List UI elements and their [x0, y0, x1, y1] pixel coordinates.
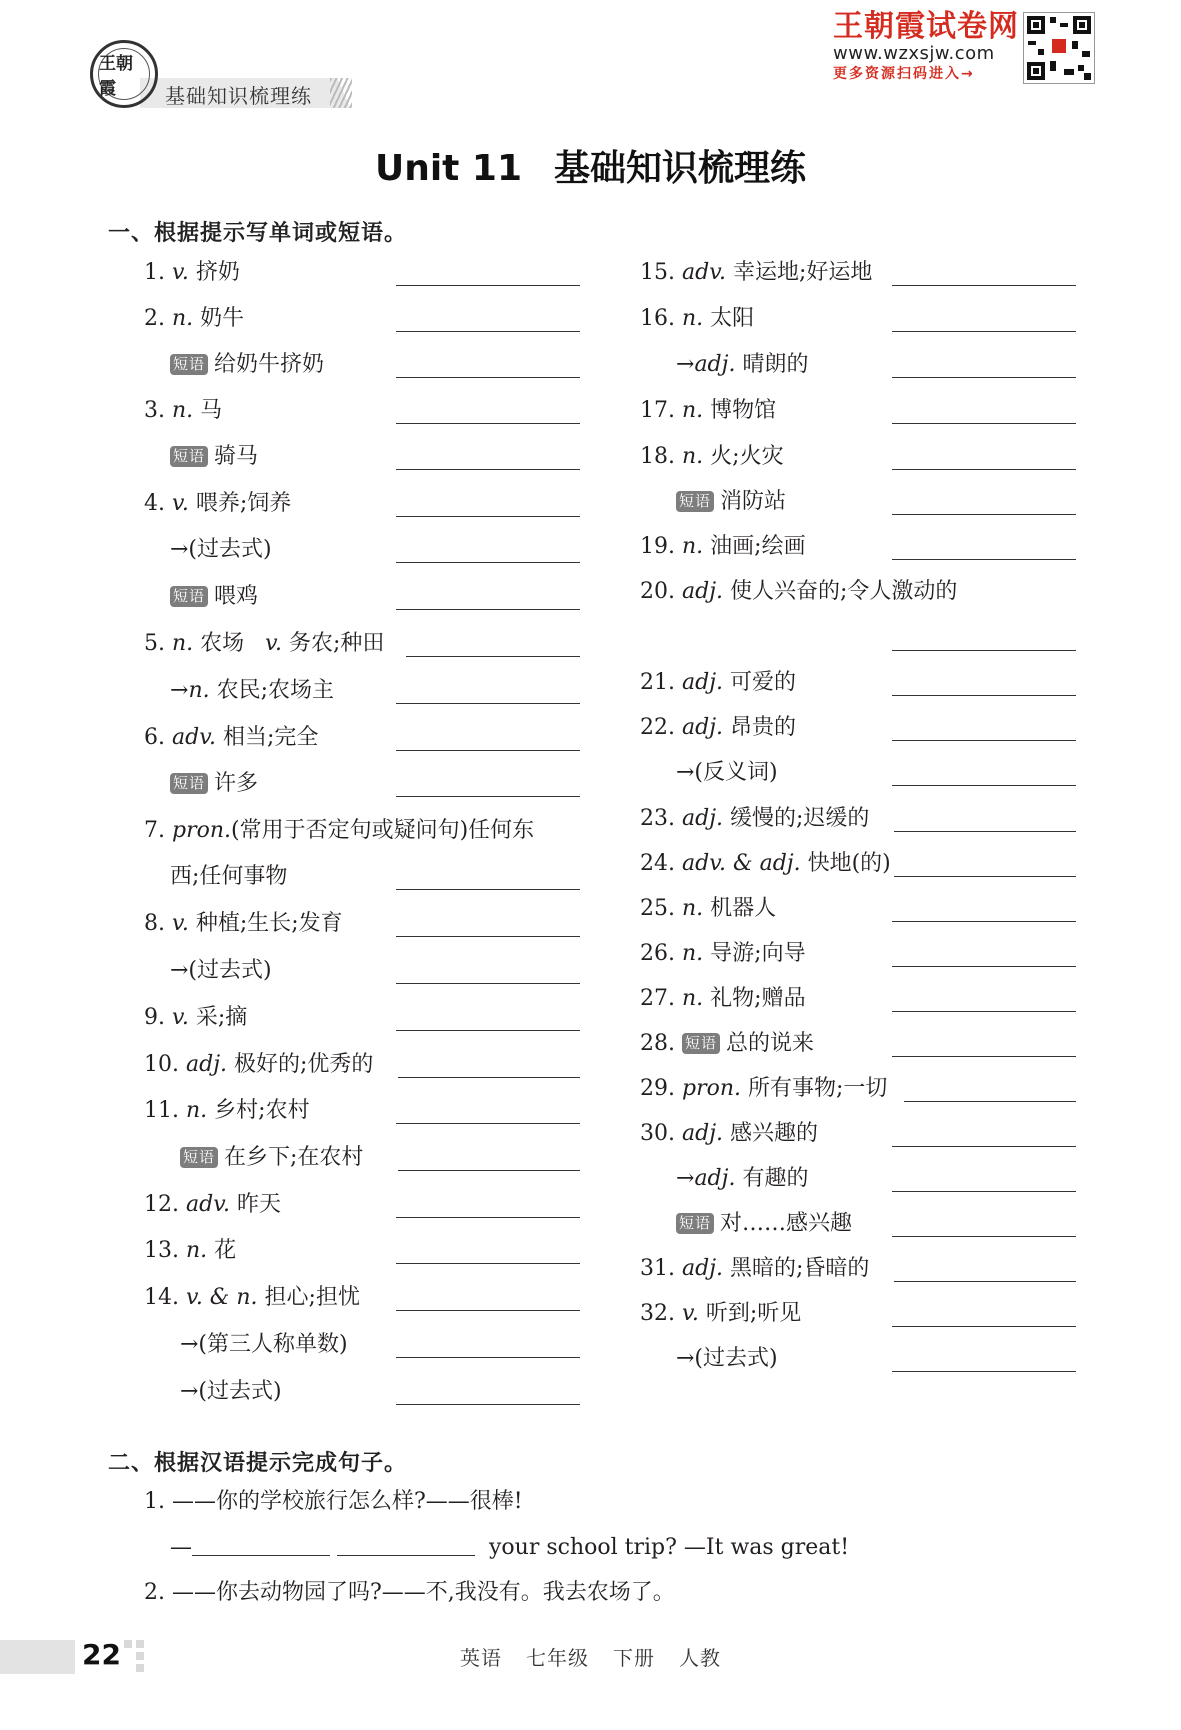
answer-line[interactable] — [894, 876, 1076, 877]
answer-line[interactable] — [396, 331, 580, 332]
item-30-derived: →adj. 有趣的 — [676, 1162, 1076, 1196]
item-16: 16. n. 太阳 — [640, 302, 1076, 336]
answer-line[interactable] — [396, 750, 580, 751]
footer-publisher: 人教 — [679, 1646, 721, 1670]
answer-line[interactable] — [892, 559, 1076, 560]
item-9: 9. v. 采;摘 — [144, 1001, 580, 1035]
answer-line[interactable] — [396, 983, 580, 984]
page-title — [0, 140, 1181, 191]
answer-line[interactable] — [396, 703, 580, 704]
logo-text: 王朝霞 — [98, 48, 150, 100]
item-22: 22. adj. 昂贵的 — [640, 711, 1076, 745]
title-name: 基础知识梳理练 — [554, 148, 807, 189]
answer-line[interactable] — [892, 514, 1076, 515]
answer-line[interactable] — [892, 1371, 1076, 1372]
brand-block — [833, 10, 1019, 84]
answer-line[interactable] — [396, 516, 580, 517]
answer-line[interactable] — [892, 469, 1076, 470]
answer-line[interactable] — [892, 1011, 1076, 1012]
answer-line[interactable] — [396, 889, 580, 890]
item-20: 20. adj. 使人兴奋的;令人激动的 — [640, 579, 958, 604]
answer-line[interactable] — [892, 285, 1076, 286]
item-16-derived: →adj. 晴朗的 — [676, 348, 1076, 382]
item-4-phrase: 短语 喂鸡 — [170, 580, 580, 614]
qr-code-icon[interactable] — [1023, 12, 1095, 84]
item-11: 11. n. 乡村;农村 — [144, 1094, 580, 1128]
item-24: 24. adv. & adj. 快地(的) — [640, 847, 1076, 881]
phrase-tag: 短语 — [170, 773, 208, 794]
answer-line[interactable] — [396, 469, 580, 470]
question-1: 1. ——你的学校旅行怎么样?——很棒! — [144, 1489, 523, 1514]
item-6-phrase: 短语 许多 — [170, 767, 580, 801]
item-19: 19. n. 油画;绘画 — [640, 530, 1076, 564]
answer-line[interactable] — [396, 609, 580, 610]
answer-line[interactable] — [904, 1101, 1076, 1102]
item-2: 2. n. 奶牛 — [144, 302, 580, 336]
phrase-tag: 短语 — [170, 586, 208, 607]
item-10: 10. adj. 极好的;优秀的 — [144, 1048, 580, 1082]
answer-line[interactable] — [892, 1146, 1076, 1147]
answer-line[interactable] — [396, 423, 580, 424]
answer-line[interactable] — [892, 1236, 1076, 1237]
answer-line[interactable] — [892, 966, 1076, 967]
item-29: 29. pron. 所有事物;一切 — [640, 1072, 1076, 1106]
answer-line[interactable] — [396, 1404, 580, 1405]
item-17: 17. n. 博物馆 — [640, 394, 1076, 428]
item-8-past: →(过去式) — [170, 954, 580, 988]
item-27: 27. n. 礼物;赠品 — [640, 982, 1076, 1016]
answer-line[interactable] — [892, 377, 1076, 378]
answer-line[interactable] — [396, 1263, 580, 1264]
brand-cta: 更多资源扫码进入→ — [833, 66, 975, 82]
phrase-tag: 短语 — [676, 491, 714, 512]
item-21: 21. adj. 可爱的 — [640, 666, 1076, 700]
question-1-answer: — your school trip? —It was great! — [170, 1535, 850, 1560]
answer-line[interactable] — [894, 1281, 1076, 1282]
item-14: 14. v. & n. 担心;担忧 — [144, 1281, 580, 1315]
answer-line[interactable] — [892, 650, 1076, 651]
item-18: 18. n. 火;火灾 — [640, 440, 1076, 474]
phrase-tag: 短语 — [170, 354, 208, 375]
item-3-phrase: 短语 骑马 — [170, 440, 580, 474]
footer-subject: 英语 — [460, 1646, 502, 1670]
question-2: 2. ——你去动物园了吗?——不,我没有。我去农场了。 — [144, 1580, 675, 1605]
answer-line[interactable] — [396, 796, 580, 797]
answer-line[interactable] — [396, 936, 580, 937]
brand-url[interactable]: www.wzxsjw.com — [833, 43, 995, 64]
answer-line[interactable] — [406, 656, 580, 657]
answer-line[interactable] — [396, 1123, 580, 1124]
item-5-derived: →n. 农民;农场主 — [170, 674, 580, 708]
item-4-past: →(过去式) — [170, 533, 580, 567]
item-31: 31. adj. 黑暗的;昏暗的 — [640, 1252, 1076, 1286]
answer-line[interactable] — [892, 740, 1076, 741]
phrase-tag: 短语 — [170, 446, 208, 467]
footer-info — [0, 1642, 1181, 1671]
item-22-antonym: →(反义词) — [676, 756, 1076, 790]
answer-line[interactable] — [892, 695, 1076, 696]
item-4: 4. v. 喂养;饲养 — [144, 487, 580, 521]
brand-name: 王朝霞试卷网 — [833, 9, 1019, 44]
item-14-past: →(过去式) — [180, 1375, 580, 1409]
item-7-cont: 西;任何事物 — [170, 860, 580, 894]
answer-line[interactable] — [892, 1326, 1076, 1327]
item-3: 3. n. 马 — [144, 394, 580, 428]
item-32-past: →(过去式) — [676, 1342, 1076, 1376]
item-1: 1. v. 挤奶 — [144, 256, 580, 290]
header-stripes — [330, 78, 352, 108]
header-label: 基础知识梳理练 — [165, 84, 312, 108]
answer-line[interactable] — [894, 831, 1076, 832]
footer-grade: 七年级 — [526, 1646, 589, 1670]
item-30: 30. adj. 感兴趣的 — [640, 1117, 1076, 1151]
answer-line[interactable] — [396, 562, 580, 563]
answer-line[interactable] — [892, 921, 1076, 922]
item-14-third: →(第三人称单数) — [180, 1328, 580, 1362]
answer-line[interactable] — [892, 1056, 1076, 1057]
item-12: 12. adv. 昨天 — [144, 1188, 580, 1222]
publisher-logo — [90, 40, 158, 108]
page-number: 22 — [82, 1638, 121, 1671]
item-8: 8. v. 种植;生长;发育 — [144, 907, 580, 941]
item-5: 5. n. 农场 v. 务农;种田 — [144, 627, 580, 661]
answer-line[interactable] — [892, 1191, 1076, 1192]
answer-line[interactable] — [892, 785, 1076, 786]
answer-line[interactable] — [398, 1170, 580, 1171]
item-13: 13. n. 花 — [144, 1234, 580, 1268]
item-25: 25. n. 机器人 — [640, 892, 1076, 926]
answer-line[interactable] — [396, 1357, 580, 1358]
item-11-phrase: 短语 在乡下;在农村 — [180, 1141, 580, 1175]
answer-line[interactable] — [892, 331, 1076, 332]
answer-blank[interactable] — [337, 1533, 475, 1556]
phrase-tag: 短语 — [676, 1213, 714, 1234]
section-1-heading: 一、根据提示写单词或短语。 — [108, 221, 408, 246]
footer-volume: 下册 — [613, 1646, 655, 1670]
item-18-phrase: 短语 消防站 — [676, 485, 1076, 519]
item-7: 7. pron.(常用于否定句或疑问句)任何东 — [144, 818, 535, 843]
item-28: 28. 短语 总的说来 — [640, 1027, 1076, 1061]
unit-label: Unit 11 — [374, 148, 523, 189]
item-15: 15. adv. 幸运地;好运地 — [640, 256, 1076, 290]
answer-line[interactable] — [396, 285, 580, 286]
item-23: 23. adj. 缓慢的;迟缓的 — [640, 802, 1076, 836]
phrase-tag: 短语 — [682, 1033, 720, 1054]
item-6: 6. adv. 相当;完全 — [144, 721, 580, 755]
answer-line[interactable] — [892, 423, 1076, 424]
item-32: 32. v. 听到;听见 — [640, 1297, 1076, 1331]
section-2-heading: 二、根据汉语提示完成句子。 — [108, 1451, 408, 1476]
answer-line[interactable] — [398, 1077, 580, 1078]
phrase-tag: 短语 — [180, 1147, 218, 1168]
item-30-phrase: 短语 对……感兴趣 — [676, 1207, 1076, 1241]
answer-line[interactable] — [396, 1030, 580, 1031]
item-2-phrase: 短语 给奶牛挤奶 — [170, 348, 580, 382]
answer-line[interactable] — [396, 1310, 580, 1311]
item-26: 26. n. 导游;向导 — [640, 937, 1076, 971]
answer-line[interactable] — [396, 1217, 580, 1218]
answer-blank[interactable] — [192, 1533, 330, 1556]
answer-line[interactable] — [396, 377, 580, 378]
item-20-line — [640, 621, 1076, 655]
